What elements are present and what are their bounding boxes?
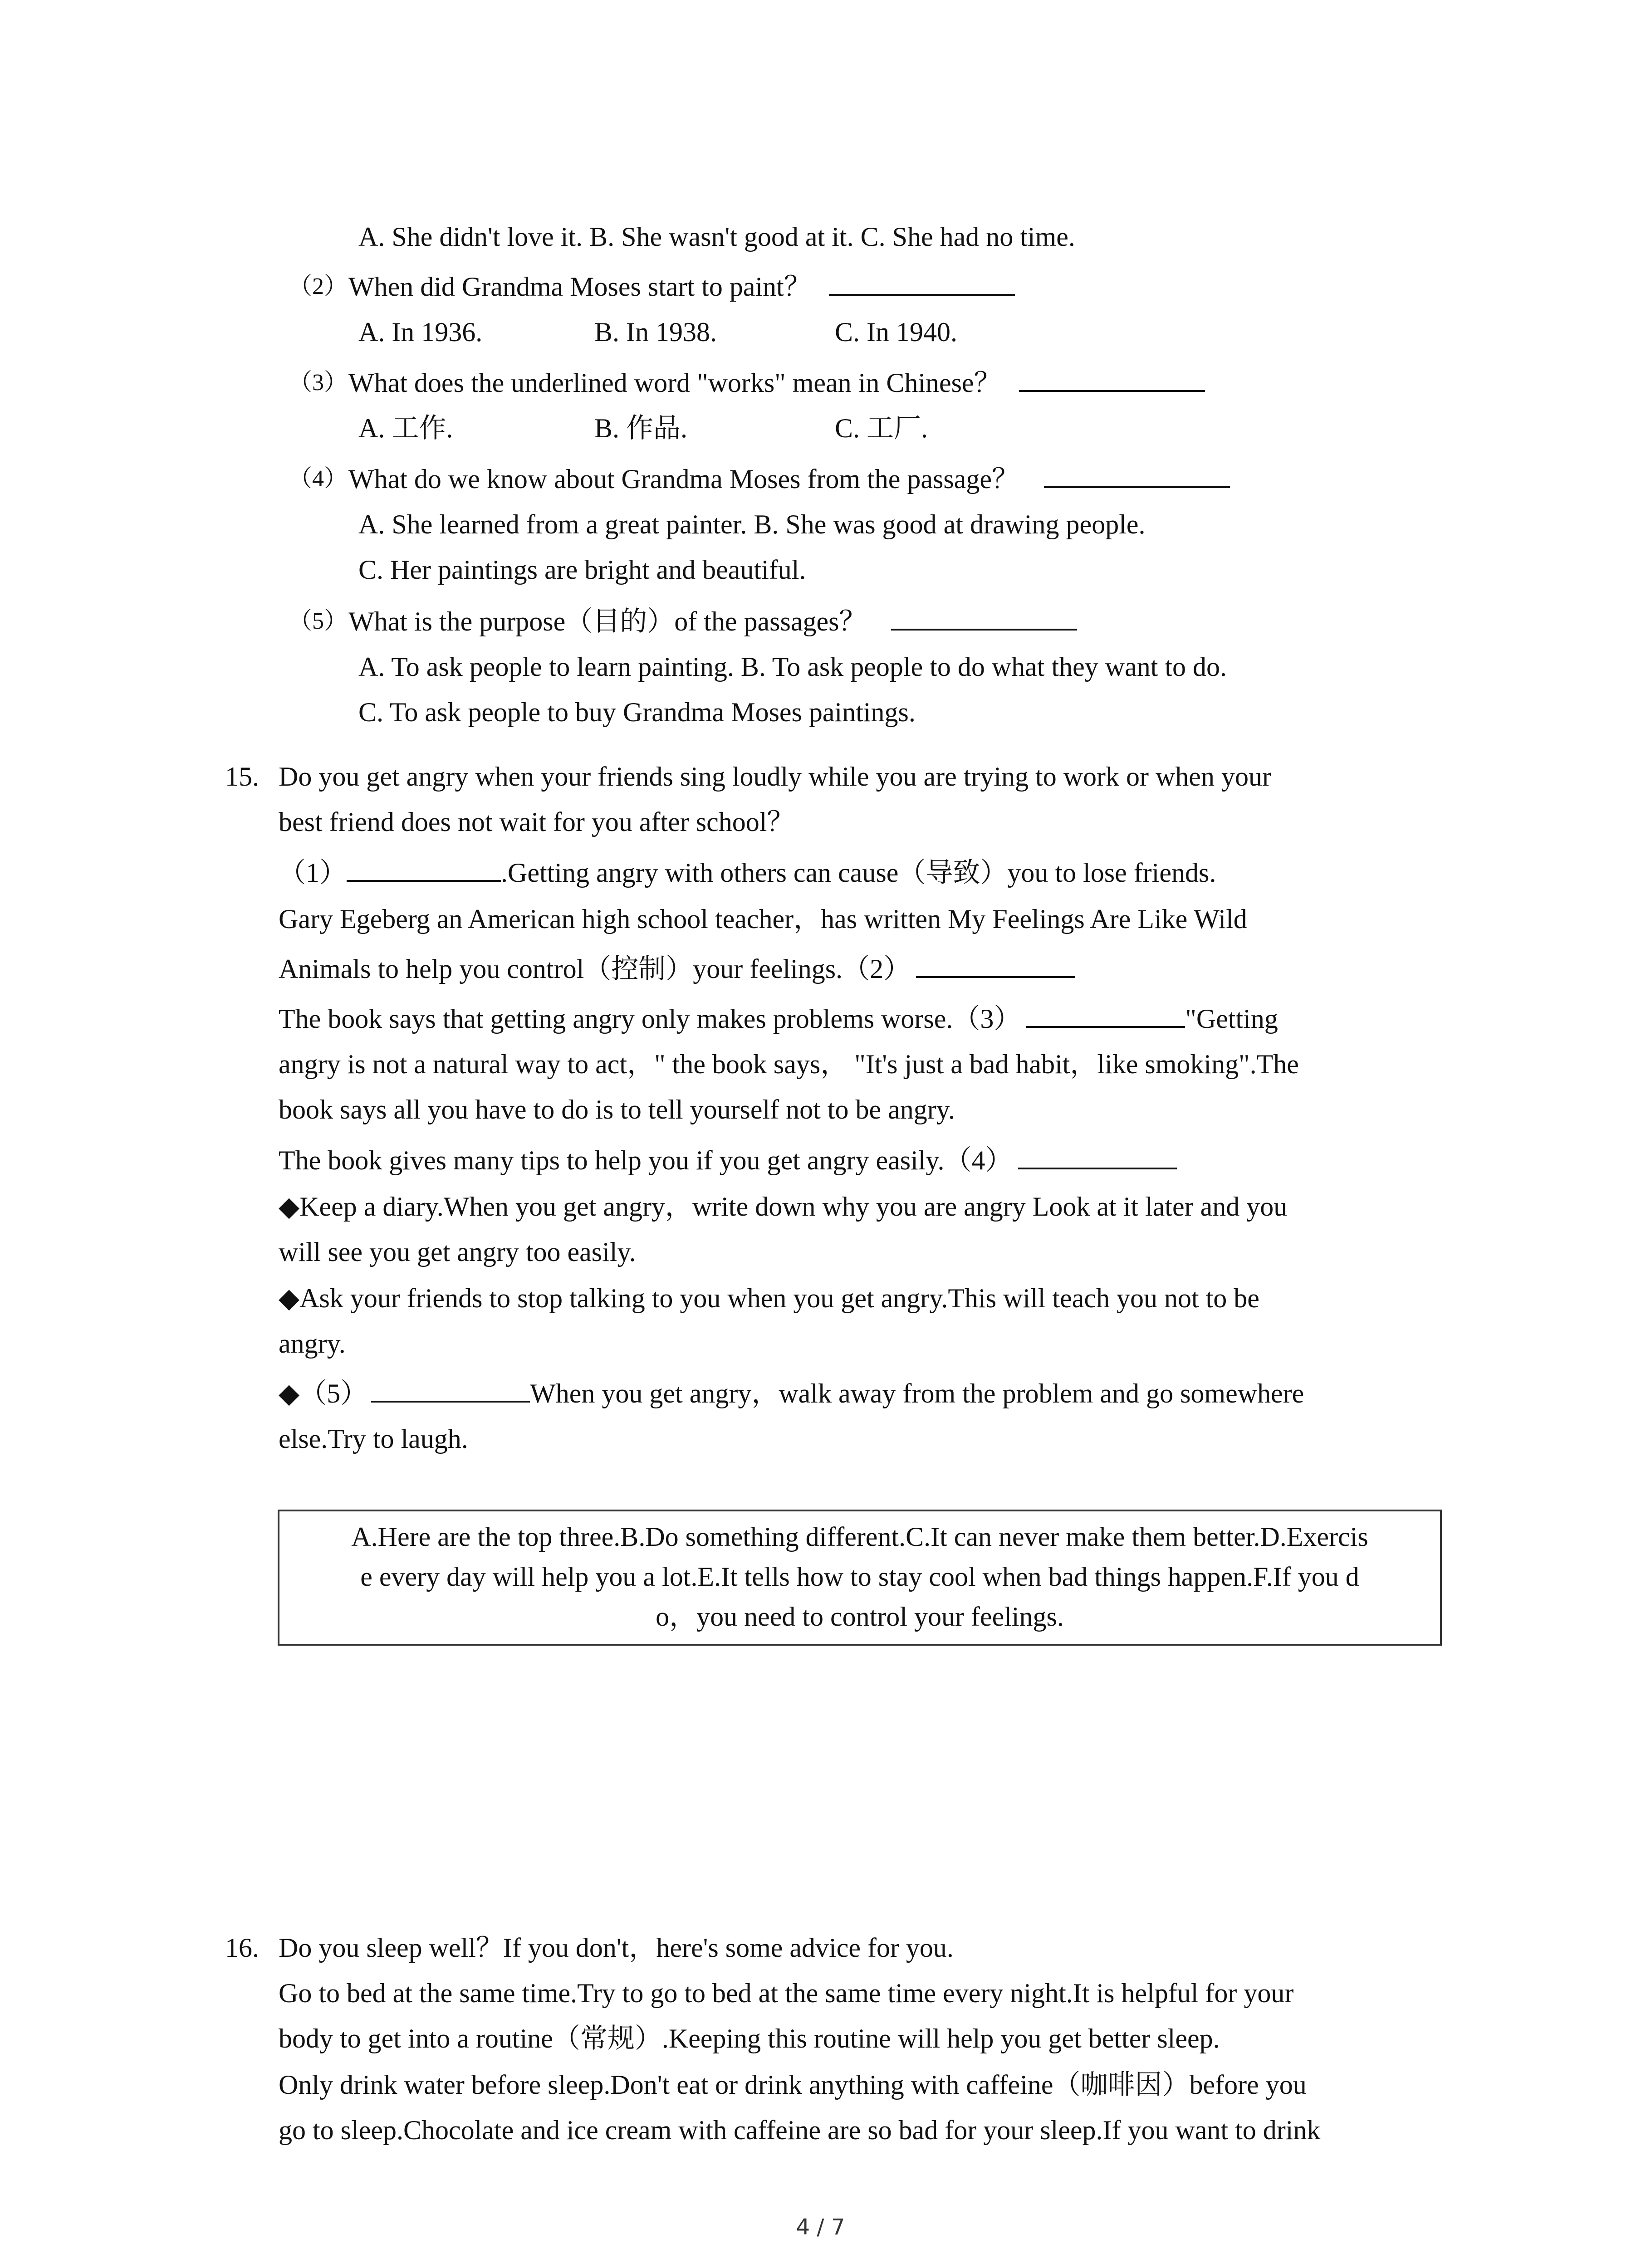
answer-blank-1[interactable]	[347, 858, 501, 882]
q15-line-blank5	[279, 1375, 1304, 1412]
q14-1-options: A. She didn't love it. B. She wasn't good at it. C. She had no time.	[358, 222, 1075, 252]
q14-2-option-a: A. In 1936.	[358, 317, 483, 347]
q15-line6-post: "Getting	[1185, 1004, 1278, 1034]
answer-blank[interactable]	[829, 272, 1015, 296]
q15-line6-text: The book says that getting angry only makes problems worse.（3）	[279, 1004, 1021, 1034]
answer-blank-2[interactable]	[916, 954, 1075, 978]
q14-3-option-a: A. 工作.	[358, 413, 453, 443]
q14-4-text: What do we know about Grandma Moses from the passage？	[348, 464, 1019, 494]
answer-blank-3[interactable]	[1026, 1004, 1185, 1028]
q14-2-number: （2）	[289, 274, 348, 299]
q15-line5-text: Animals to help you control（控制）your feelings.（2）	[279, 954, 911, 984]
q14-5-options-line1: A. To ask people to learn painting. B. To ask people to do what they want to do.	[358, 652, 1227, 682]
q14-5-number: （5）	[289, 608, 348, 634]
q15-tip-1: ◆Keep a diary.When you get angry，write down why you are angry Look at it later and you	[279, 1192, 1288, 1222]
q14-4-number: （4）	[289, 466, 348, 492]
q14-5-question	[348, 603, 1077, 640]
q15-line-blank4	[279, 1142, 1177, 1178]
q14-4-options-line2: C. Her paintings are bright and beautiful.	[358, 555, 806, 585]
q15-line-blank1	[279, 855, 1216, 891]
q15-line: book says all you have to do is to tell yourself not to be angry.	[279, 1095, 955, 1124]
q15-line: angry is not a natural way to act，" the book says， "It's just a bad habit，like smoking".The	[279, 1049, 1299, 1079]
q15-line3-text: .Getting angry with others can cause（导致）you to lose friends.	[501, 858, 1216, 888]
q14-2-option-b: B. In 1938.	[594, 317, 717, 347]
q14-3-option-c: C. 工厂.	[835, 413, 928, 443]
answer-options-box	[278, 1510, 1442, 1646]
q16-line: Do you sleep well？If you don't，here's some advice for you.	[279, 1933, 954, 1963]
q14-3-number: （3）	[289, 370, 348, 396]
answer-blank-5[interactable]	[371, 1379, 530, 1403]
q15-number: 15.	[225, 762, 259, 792]
q15-line: Gary Egeberg an American high school teacher，has written My Feelings Are Like Wild	[279, 904, 1247, 934]
q14-2-text: When did Grandma Moses start to paint？	[348, 272, 811, 302]
q15-line: else.Try to laugh.	[279, 1424, 468, 1454]
q14-3-question	[348, 365, 1205, 401]
options-line: o，you need to control your feelings.	[656, 1602, 1064, 1632]
q15-blank5-label: ◆（5）	[279, 1378, 368, 1408]
q15-line: will see you get angry too easily.	[279, 1237, 636, 1267]
q15-line: best friend does not wait for you after school？	[279, 807, 794, 837]
q15-tip-2: ◆Ask your friends to stop talking to you when you get angry.This will teach you not to be	[279, 1283, 1259, 1313]
answer-blank[interactable]	[1044, 464, 1230, 488]
options-line: A.Here are the top three.B.Do something different.C.It can never make them better.D.Exercis	[351, 1522, 1368, 1552]
answer-blank[interactable]	[1019, 368, 1205, 392]
q14-3-text: What does the underlined word "works" mean in Chinese？	[348, 368, 1001, 398]
answer-blank[interactable]	[891, 607, 1077, 631]
q14-2-question	[348, 269, 1015, 305]
q14-5-text: What is the purpose（目的）of the passages？	[348, 606, 867, 636]
page-number: 4 / 7	[796, 2214, 845, 2240]
q15-line: Do you get angry when your friends sing loudly while you are trying to work or when your	[279, 762, 1271, 792]
q14-4-options-line1: A. She learned from a great painter. B. She was good at drawing people.	[358, 509, 1146, 539]
q15-tip-3-text: When you get angry，walk away from the problem and go somewhere	[530, 1378, 1304, 1408]
answer-blank-4[interactable]	[1018, 1146, 1177, 1169]
q15-line9-text: The book gives many tips to help you if you get angry easily.（4）	[279, 1145, 1013, 1175]
q16-number: 16.	[225, 1933, 259, 1963]
options-line: e every day will help you a lot.E.It tells how to stay cool when bad things happen.F.If you d	[360, 1562, 1359, 1592]
q16-line: body to get into a routine（常规）.Keeping this routine will help you get better sleep.	[279, 2024, 1220, 2053]
q14-4-question	[348, 461, 1230, 497]
q15-line-blank3	[279, 1001, 1278, 1037]
q14-5-options-line2: C. To ask people to buy Grandma Moses paintings.	[358, 697, 916, 727]
q16-line: go to sleep.Chocolate and ice cream with caffeine are so bad for your sleep.If you want to drink	[279, 2115, 1321, 2145]
q16-line: Only drink water before sleep.Don't eat or drink anything with caffeine（咖啡因）before you	[279, 2070, 1307, 2100]
q15-blank1-label: （1）	[279, 858, 347, 888]
q15-line: angry.	[279, 1329, 346, 1359]
q16-line: Go to bed at the same time.Try to go to bed at the same time every night.It is helpful for your	[279, 1978, 1294, 2008]
q15-line-blank2	[279, 951, 1075, 987]
q14-3-option-b: B. 作品.	[594, 413, 688, 443]
q14-2-option-c: C. In 1940.	[835, 317, 957, 347]
